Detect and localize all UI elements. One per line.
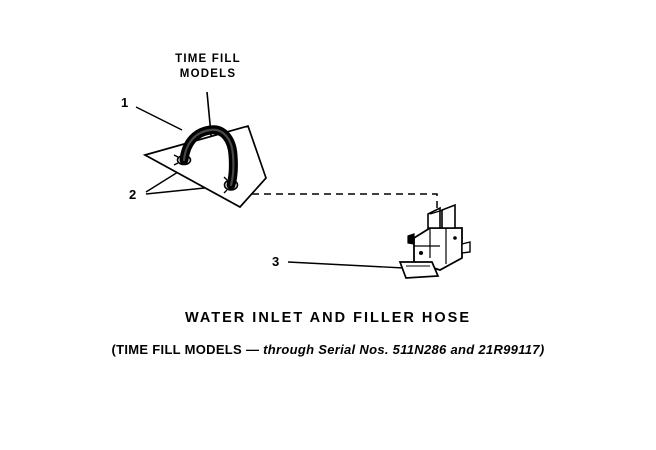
water-inlet-valve: [400, 205, 470, 278]
diagram-subtitle-dash: —: [242, 342, 264, 357]
annotation-time-fill-models: [168, 52, 248, 82]
mounting-panel: [145, 126, 266, 207]
diagram-subtitle-rest: through Serial Nos. 511N286 and 21R99117): [263, 342, 545, 357]
diagram-subtitle-prefix: (TIME FILL MODELS: [111, 342, 243, 357]
callout-number-1: 1: [121, 95, 129, 110]
annotation-line-2: MODELS: [179, 68, 237, 80]
diagram-subtitle: [0, 342, 656, 357]
callout-3-leader: [288, 262, 414, 272]
diagram-title: WATER INLET AND FILLER HOSE: [185, 310, 471, 326]
callout-number-3: 3: [272, 254, 280, 269]
callout-1-leader: [136, 107, 182, 130]
callout-number-2: 2: [129, 187, 137, 202]
annotation-line-1: TIME FILL: [175, 53, 241, 65]
dashed-connector: [240, 194, 437, 232]
